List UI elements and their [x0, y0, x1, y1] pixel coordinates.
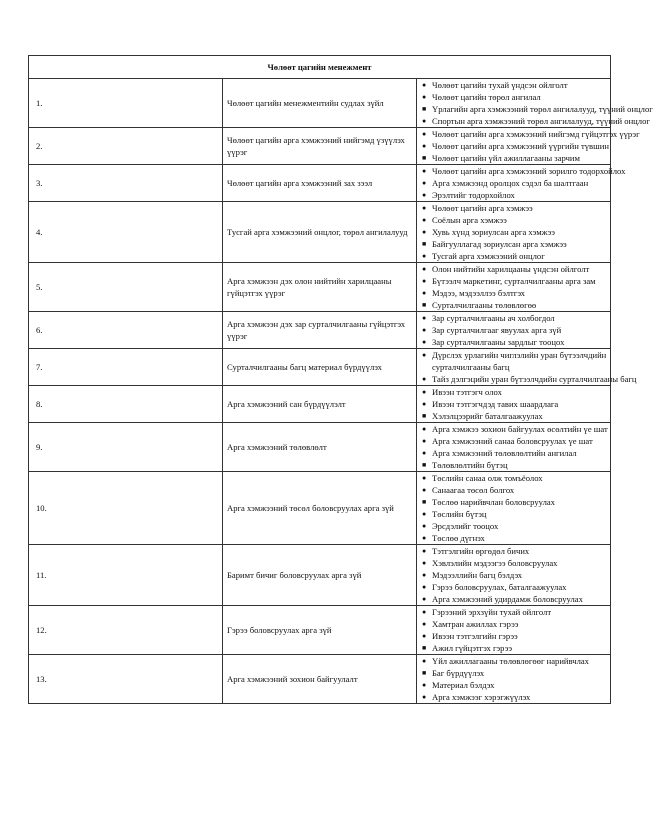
subtopic-list [419, 349, 637, 385]
subtopic-text: Гэрээ боловсруулах, баталгаажуулах [432, 582, 567, 592]
row-subtopics [417, 423, 611, 472]
round-bullet-icon: ● [422, 93, 427, 101]
subtopic-item [419, 250, 608, 262]
subtopic-item [419, 630, 608, 642]
subtopic-item [419, 324, 608, 336]
subtopic-item [419, 189, 608, 201]
subtopic-item [419, 226, 608, 238]
title-row [29, 56, 611, 79]
subtopic-text: Тайз дэлгэцийн уран бүтээлчдийн сурталчилгааны багц [432, 374, 637, 384]
round-bullet-icon: ● [422, 167, 427, 175]
subtopic-item [419, 398, 608, 410]
subtopic-text: Сурталчилгааны төлөвлөгөө [432, 300, 537, 310]
round-bullet-icon: ● [422, 559, 427, 567]
subtopic-item [419, 642, 608, 654]
square-bullet-icon: ■ [422, 498, 427, 506]
subtopic-text: Үйл ажиллагааны төлөвлөгөөг нарийвчлах [432, 656, 589, 666]
subtopic-item [419, 152, 608, 164]
subtopic-item [419, 520, 608, 532]
row-subtopics [417, 165, 626, 202]
subtopic-text: Мэдээллийн багц бэлдэх [432, 570, 523, 580]
row-topic: Арга хэмжээн дэх зар сурталчилгааны гүйцэтгэх үүрэг [223, 312, 417, 349]
round-bullet-icon: ● [422, 534, 427, 542]
row-number: 2. [29, 128, 223, 165]
round-bullet-icon: ● [422, 375, 427, 383]
round-bullet-icon: ● [422, 400, 427, 408]
subtopic-text: Зар сурталчилгааны зардлыг тооцох [432, 337, 565, 347]
subtopic-item [419, 299, 608, 311]
subtopic-item [419, 128, 640, 140]
square-bullet-icon: ■ [422, 105, 427, 113]
round-bullet-icon: ● [422, 179, 427, 187]
subtopic-text: Чөлөөт цагийн арга хэмжээ [432, 203, 533, 213]
subtopic-text: Үрлагийн арга хэмжээний төрөл ангилалууд, түүний онцлог [432, 104, 653, 114]
round-bullet-icon: ● [422, 437, 427, 445]
row-number: 8. [29, 386, 223, 423]
table-row [29, 128, 611, 165]
subtopic-text: Мэдээ, мэдээллээ бэлтгэх [432, 288, 525, 298]
subtopic-list [419, 606, 608, 654]
round-bullet-icon: ● [422, 265, 427, 273]
subtopic-text: Төслийн санаа олж томъёолох [432, 473, 543, 483]
subtopic-item [419, 140, 608, 152]
subtopic-text: Чөлөөт цагийн үйл ажиллагааны зарчим [432, 153, 580, 163]
subtopic-list [419, 128, 640, 164]
subtopic-list [419, 165, 626, 201]
subtopic-item [419, 508, 608, 520]
subtopic-text: Спортын арга хэмжээний төрөл ангилалууд, түүний онцлог [432, 116, 650, 126]
table-row [29, 472, 611, 545]
square-bullet-icon: ■ [422, 412, 427, 420]
round-bullet-icon: ● [422, 425, 427, 433]
subtopic-text: Хамтран ажиллах гэрээ [432, 619, 519, 629]
subtopic-item [419, 312, 608, 324]
round-bullet-icon: ● [422, 547, 427, 555]
subtopic-text: Чөлөөт цагийн арга хэмжээний үүргийн түвшин [432, 141, 609, 151]
row-topic: Арга хэмжээний төсөл боловсруулах арга зүй [223, 472, 417, 545]
row-topic: Баримт бичиг боловсруулах арга зүй [223, 545, 417, 606]
row-subtopics [417, 202, 611, 263]
round-bullet-icon: ● [422, 449, 427, 457]
row-subtopics [417, 79, 653, 128]
row-subtopics [417, 263, 611, 312]
subtopic-item [419, 484, 608, 496]
subtopic-item [419, 618, 608, 630]
subtopic-text: Чөлөөт цагийн тухай үндсэн ойлголт [432, 80, 568, 90]
subtopic-text: Төлөвлөлтийн бүтэц [432, 460, 508, 470]
table-title: Чөлөөт цагийн менежмент [29, 56, 611, 79]
subtopic-item [419, 459, 608, 471]
row-subtopics [417, 386, 611, 423]
subtopic-list [419, 202, 608, 262]
subtopic-item [419, 655, 608, 667]
round-bullet-icon: ● [422, 595, 427, 603]
subtopic-text: Арга хэмжээ зохион байгуулах өсөлтийн үе шат [432, 424, 608, 434]
round-bullet-icon: ● [422, 252, 427, 260]
subtopic-item [419, 545, 608, 557]
row-subtopics [417, 655, 611, 704]
subtopic-text: Гэрээний эрхзүйн тухай ойлголт [432, 607, 552, 617]
subtopic-list [419, 263, 608, 311]
row-subtopics [417, 545, 611, 606]
round-bullet-icon: ● [422, 81, 427, 89]
round-bullet-icon: ● [422, 486, 427, 494]
subtopic-text: Зар сурталчилгааны ач холбогдол [432, 313, 555, 323]
subtopic-item [419, 410, 608, 422]
subtopic-text: Чөлөөт цагийн арга хэмжээний зорилго тодорхойлох [432, 166, 626, 176]
round-bullet-icon: ● [422, 474, 427, 482]
subtopic-item [419, 593, 608, 605]
row-subtopics [417, 312, 611, 349]
subtopic-text: Хэвлэлийн мэдээгээ боловсруулах [432, 558, 558, 568]
subtopic-text: Хэлэлцээрийг баталгаажуулах [432, 411, 543, 421]
round-bullet-icon: ● [422, 608, 427, 616]
subtopic-item [419, 349, 608, 373]
table-row [29, 165, 611, 202]
subtopic-item [419, 679, 608, 691]
table-row [29, 386, 611, 423]
square-bullet-icon: ■ [422, 669, 427, 677]
table-row [29, 202, 611, 263]
row-topic: Чөлөөт цагийн менежментийн судлах зүйл [223, 79, 417, 128]
subtopic-text: Зар сурталчилгааг явуулах арга зүй [432, 325, 562, 335]
row-topic: Арга хэмжээний зохион байгуулалт [223, 655, 417, 704]
subtopic-text: Ажил гүйцэтгэх гэрээ [432, 643, 513, 653]
row-subtopics [417, 349, 637, 386]
round-bullet-icon: ● [422, 142, 427, 150]
subtopic-item [419, 103, 653, 115]
row-subtopics [417, 472, 611, 545]
row-number: 5. [29, 263, 223, 312]
subtopic-item [419, 569, 608, 581]
subtopic-item [419, 496, 608, 508]
subtopic-text: Арга хэмжээг хэрэгжүүлэх [432, 692, 531, 702]
subtopic-item [419, 275, 608, 287]
subtopic-text: Тусгай арга хэмжээний онцлог [432, 251, 545, 261]
table-row [29, 655, 611, 704]
subtopic-item [419, 373, 637, 385]
subtopic-text: Байгууллагад зориулсан арга хэмжээ [432, 239, 567, 249]
subtopic-text: Ивээн тэтгэлгийн гэрээ [432, 631, 518, 641]
subtopic-text: Арга хэмжээний удирдамж боловсруулах [432, 594, 583, 604]
row-number: 13. [29, 655, 223, 704]
subtopic-item [419, 177, 608, 189]
round-bullet-icon: ● [422, 693, 427, 701]
subtopic-text: Арга хэмжээнд оролцох сэдэл ба шалтгаан [432, 178, 589, 188]
round-bullet-icon: ● [422, 326, 427, 334]
round-bullet-icon: ● [422, 117, 427, 125]
round-bullet-icon: ● [422, 228, 427, 236]
subtopic-text: Олон нийтийн харилцааны үндсэн ойлголт [432, 264, 590, 274]
subtopic-item [419, 435, 608, 447]
round-bullet-icon: ● [422, 351, 427, 359]
curriculum-table [28, 55, 653, 704]
subtopic-item [419, 79, 608, 91]
row-number: 10. [29, 472, 223, 545]
table-row [29, 545, 611, 606]
subtopic-text: Чөлөөт цагийн төрөл ангилал [432, 92, 541, 102]
square-bullet-icon: ■ [422, 461, 427, 469]
subtopic-text: Соёлын арга хэмжээ [432, 215, 507, 225]
subtopic-item [419, 423, 608, 435]
round-bullet-icon: ● [422, 681, 427, 689]
subtopic-text: Эрсдэлийг тооцох [432, 521, 499, 531]
subtopic-item [419, 202, 608, 214]
subtopic-list [419, 472, 608, 544]
round-bullet-icon: ● [422, 289, 427, 297]
subtopic-text: Арга хэмжээний төлөвлөлтийн ангилал [432, 448, 577, 458]
square-bullet-icon: ■ [422, 154, 427, 162]
row-number: 11. [29, 545, 223, 606]
subtopic-text: Төслөө нарийвчлан боловсруулах [432, 497, 555, 507]
round-bullet-icon: ● [422, 571, 427, 579]
subtopic-item [419, 557, 608, 569]
round-bullet-icon: ● [422, 632, 427, 640]
row-number: 1. [29, 79, 223, 128]
row-topic: Чөлөөт цагийн арга хэмжээний нийгэмд үзүүлэх үүрэг [223, 128, 417, 165]
subtopic-text: Хувь хүнд зориулсан арга хэмжээ [432, 227, 555, 237]
subtopic-item [419, 581, 608, 593]
square-bullet-icon: ■ [422, 240, 427, 248]
subtopic-item [419, 91, 608, 103]
subtopic-list [419, 386, 608, 422]
subtopic-item [419, 532, 608, 544]
round-bullet-icon: ● [422, 522, 427, 530]
round-bullet-icon: ● [422, 388, 427, 396]
round-bullet-icon: ● [422, 657, 427, 665]
subtopic-text: Дүрслэх урлагийн чиглэлийн уран бүтээлчдийн сурталчилгааны багц [432, 350, 607, 372]
row-topic: Гэрээ боловсруулах арга зүй [223, 606, 417, 655]
subtopic-item [419, 165, 626, 177]
round-bullet-icon: ● [422, 583, 427, 591]
square-bullet-icon: ■ [422, 301, 427, 309]
round-bullet-icon: ● [422, 216, 427, 224]
table-row [29, 79, 611, 128]
subtopic-item [419, 115, 650, 127]
subtopic-item [419, 472, 608, 484]
subtopic-list [419, 79, 653, 127]
subtopic-item [419, 238, 608, 250]
subtopic-item [419, 667, 608, 679]
round-bullet-icon: ● [422, 204, 427, 212]
row-subtopics [417, 606, 611, 655]
square-bullet-icon: ■ [422, 644, 427, 652]
row-number: 7. [29, 349, 223, 386]
subtopic-text: Чөлөөт цагийн арга хэмжээний нийгэмд гүйцэтгэх үүрэг [432, 129, 640, 139]
subtopic-text: Тэтгэлгийн өргөдөл бичих [432, 546, 530, 556]
subtopic-text: Арга хэмжээний санаа боловсруулах үе шат [432, 436, 593, 446]
subtopic-item [419, 263, 608, 275]
round-bullet-icon: ● [422, 130, 427, 138]
round-bullet-icon: ● [422, 620, 427, 628]
subtopic-text: Бүтээлч маркетинг, сурталчилгааны арга зам [432, 276, 596, 286]
row-topic: Арга хэмжээний сан бүрдүүлэлт [223, 386, 417, 423]
subtopic-item [419, 386, 608, 398]
row-number: 6. [29, 312, 223, 349]
table-row [29, 606, 611, 655]
row-number: 3. [29, 165, 223, 202]
subtopic-text: Төслөө дүгнэх [432, 533, 485, 543]
round-bullet-icon: ● [422, 277, 427, 285]
row-number: 9. [29, 423, 223, 472]
row-topic: Тусгай арга хэмжээний онцлог, төрөл ангилалууд [223, 202, 417, 263]
subtopic-item [419, 447, 608, 459]
row-number: 12. [29, 606, 223, 655]
row-topic: Сурталчилгааны багц материал бүрдүүлэх [223, 349, 417, 386]
table-row [29, 423, 611, 472]
subtopic-item [419, 336, 608, 348]
subtopic-item [419, 691, 608, 703]
subtopic-text: Санаагаа төсөл болгох [432, 485, 515, 495]
subtopic-item [419, 606, 608, 618]
round-bullet-icon: ● [422, 510, 427, 518]
subtopic-text: Төслийн бүтэц [432, 509, 487, 519]
subtopic-list [419, 423, 608, 471]
round-bullet-icon: ● [422, 338, 427, 346]
subtopic-item [419, 287, 608, 299]
row-subtopics [417, 128, 640, 165]
row-topic: Арга хэмжээний төлөвлөлт [223, 423, 417, 472]
row-number: 4. [29, 202, 223, 263]
subtopic-text: Баг бүрдүүлэх [432, 668, 485, 678]
table-row [29, 349, 611, 386]
table-row [29, 263, 611, 312]
subtopic-item [419, 214, 608, 226]
row-topic: Арга хэмжээн дэх олон нийтийн харилцааны гүйцэтгэх үүрэг [223, 263, 417, 312]
subtopic-list [419, 545, 608, 605]
subtopic-text: Материал бэлдэх [432, 680, 495, 690]
table-row [29, 312, 611, 349]
round-bullet-icon: ● [422, 191, 427, 199]
subtopic-list [419, 312, 608, 348]
subtopic-text: Ивээн тэтгэгч олох [432, 387, 502, 397]
row-topic: Чөлөөт цагийн арга хэмжээний зах зээл [223, 165, 417, 202]
subtopic-text: Эрэлтийг тодорхойлох [432, 190, 515, 200]
subtopic-text: Ивээн тэтгэгчдэд тавих шаардлага [432, 399, 559, 409]
round-bullet-icon: ● [422, 314, 427, 322]
subtopic-list [419, 655, 608, 703]
